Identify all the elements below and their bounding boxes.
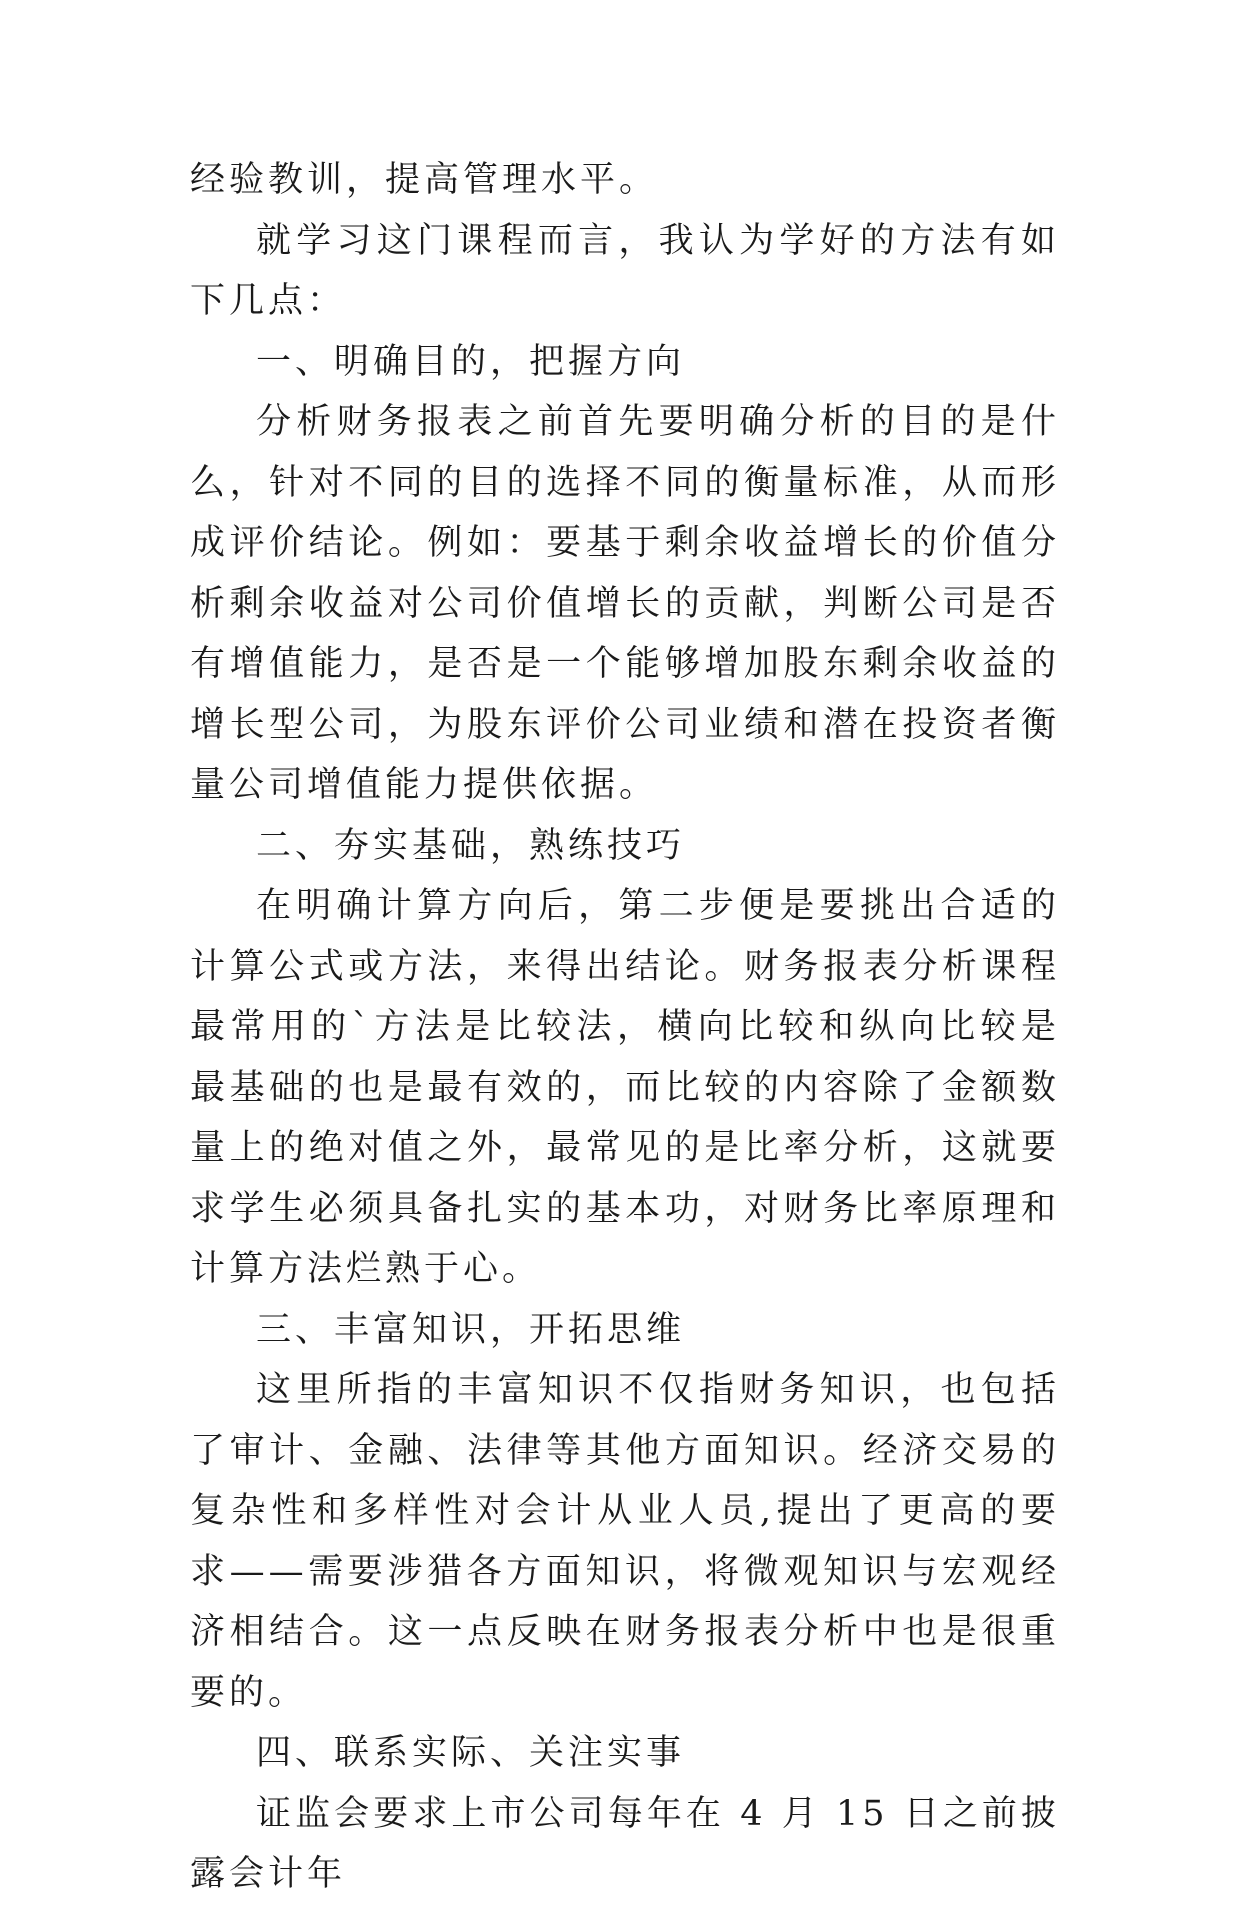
paragraph: 这里所指的丰富知识不仅指财务知识，也包括了审计、金融、法律等其他方面知识。经济交易的复杂性和多样性对会计从业人员,提出了更高的要求——需要涉猎各方面知识，将微观知识与宏观经济相结合。这一点反映在财务报表分析中也是很重要的。 [190, 1370, 1060, 1713]
section-heading: 三、丰富知识，开拓思维 [256, 1309, 686, 1350]
paragraph: 就学习这门课程而言，我认为学好的方法有如下几点： [190, 220, 1060, 321]
paragraph: 在明确计算方向后，第二步便是要挑出合适的计算公式或方法，来得出结论。财务报表分析课程最常用的`方法是比较法，横向比较和纵向比较是最基础的也是最有效的，而比较的内容除了金额数量上的绝对值之外，最常见的是比率分析，这就要求学生必须具备扎实的基本功，对财务比率原理和计算方法烂熟于心。 [190, 886, 1060, 1289]
document-body [190, 150, 1060, 1905]
paragraph: 分析财务报表之前首先要明确分析的目的是什么，针对不同的目的选择不同的衡量标准，从而形成评价结论。例如：要基于剩余收益增长的价值分析剩余收益对公司价值增长的贡献，判断公司是否有增值能力，是否是一个能够增加股东剩余收益的增长型公司，为股东评价公司业绩和潜在投资者衡量公司增值能力提供依据。 [190, 402, 1060, 805]
section-heading: 二、夯实基础，熟练技巧 [256, 825, 686, 866]
paragraph: 证监会要求上市公司每年在 4 月 15 日之前披露会计年 [190, 1793, 1060, 1894]
section-heading: 四、联系实际、关注实事 [256, 1733, 686, 1773]
paragraph: 经验教训，提高管理水平。 [190, 160, 659, 200]
section-heading: 一、明确目的，把握方向 [256, 341, 686, 382]
